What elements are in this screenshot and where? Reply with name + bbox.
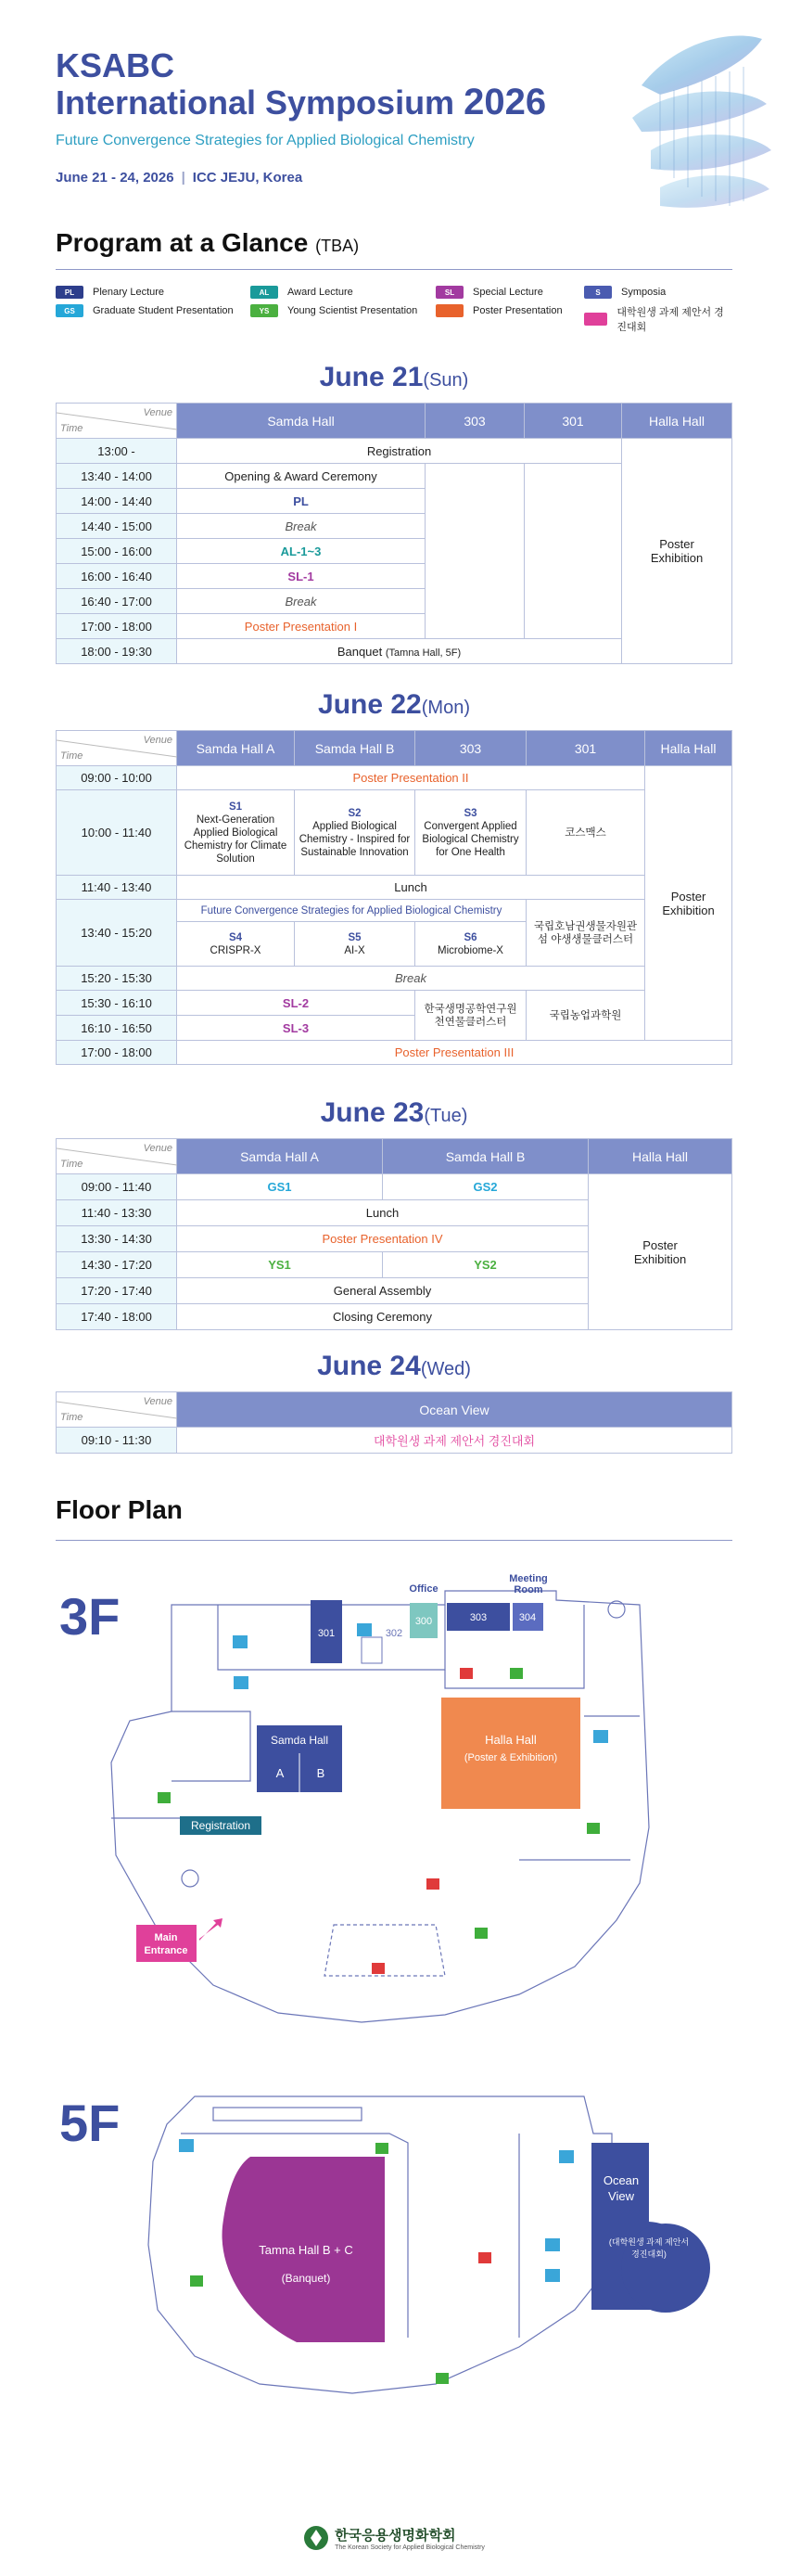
table-row: 16:10 - 16:50 SL-3 bbox=[57, 1016, 732, 1041]
legend-item-ys: YS Young Scientist Presentation bbox=[250, 304, 417, 317]
no-smoking-icon bbox=[478, 2252, 491, 2263]
table-row: 17:00 - 18:00 Poster Presentation I bbox=[57, 614, 732, 639]
title-ksabc: KSABC bbox=[56, 46, 175, 84]
event-venue: ICC JEJU, Korea bbox=[192, 170, 303, 186]
svg-text:View: View bbox=[608, 2189, 634, 2203]
label-main-entrance bbox=[136, 1925, 197, 1962]
col-header: Samda Hall A bbox=[177, 731, 295, 766]
svg-text:(Poster & Exhibition): (Poster & Exhibition) bbox=[464, 1752, 558, 1763]
table-row: 09:00 - 10:00 Poster Presentation II Poster Exhibition bbox=[57, 766, 732, 790]
subtitle: Future Convergence Strategies for Applied Biological Chemistry bbox=[56, 133, 475, 148]
label-office: Office bbox=[409, 1583, 438, 1595]
table-row: 13:30 - 14:30 Poster Presentation IV bbox=[57, 1226, 732, 1252]
legend-badge: AL bbox=[250, 286, 278, 299]
col-header: 303 bbox=[415, 731, 527, 766]
floor-label-5f: 5F bbox=[59, 2094, 121, 2152]
col-header: Ocean View bbox=[177, 1392, 732, 1428]
day-title-june23: June 23(Tue) bbox=[320, 1097, 468, 1128]
table-row: 13:40 - 15:20 Future Convergence Strategies for Applied Biological Chemistry 국립호남권생물자원관 섬 야생생물클러스터 bbox=[57, 900, 732, 922]
program-title: Program at a Glance (TBA) bbox=[56, 228, 360, 257]
legend-item-contest: 대학원생 과제 제안서 경진대회 bbox=[584, 304, 732, 334]
society-logo-icon bbox=[303, 2525, 329, 2551]
room-302 bbox=[362, 1637, 382, 1663]
col-header: 303 bbox=[426, 404, 525, 439]
table-row: 09:00 - 11:40 GS1 GS2 Poster Exhibition bbox=[57, 1174, 732, 1200]
corner-cell: Venue Time bbox=[57, 404, 177, 439]
day-title-june24: June 24(Wed) bbox=[317, 1351, 471, 1381]
table-row: 16:00 - 16:40 SL-1 bbox=[57, 564, 732, 589]
col-header: 301 bbox=[525, 404, 622, 439]
svg-text:303: 303 bbox=[469, 1612, 488, 1623]
table-row: 15:00 - 16:00 AL-1~3 bbox=[57, 539, 732, 564]
table-row: 14:00 - 14:40 PL bbox=[57, 489, 732, 514]
table-row: 17:40 - 18:00 Closing Ceremony bbox=[57, 1304, 732, 1330]
svg-text:Ocean: Ocean bbox=[603, 2173, 640, 2187]
floor-label-3f: 3F bbox=[59, 1587, 121, 1646]
poster-exhibition: Poster Exhibition bbox=[645, 766, 732, 1041]
svg-text:A: A bbox=[275, 1766, 285, 1780]
svg-text:304: 304 bbox=[518, 1612, 537, 1623]
svg-text:B: B bbox=[316, 1766, 325, 1780]
corner-cell: Venue Time bbox=[57, 1392, 177, 1428]
svg-text:301: 301 bbox=[317, 1628, 336, 1639]
table-row: 10:00 - 11:40 S1 Next-Generation Applied Biological Chemistry for Climate Solution S2 Applied Biological Chemistry - Inspired for Sustainable Innovation S3 Convergent Applied Biological Chemistry for One Health 코스맥스 bbox=[57, 790, 732, 876]
svg-text:Room: Room bbox=[514, 1584, 543, 1596]
title-symposium: International Symposium 2026 bbox=[56, 82, 547, 122]
entrance-arrow-icon bbox=[199, 1918, 222, 1941]
table-row: 11:40 - 13:40 Lunch bbox=[57, 876, 732, 900]
day-title-june21: June 21(Sun) bbox=[319, 362, 469, 392]
col-header: Halla Hall bbox=[622, 404, 732, 439]
legend-badge: YS bbox=[250, 304, 278, 317]
legend-item-poster: Poster Presentation bbox=[436, 304, 563, 317]
legend-item-s: S Symposia bbox=[584, 286, 666, 299]
legend-item-pl: PL Plenary Lecture bbox=[56, 286, 164, 299]
col-header: 301 bbox=[527, 731, 645, 766]
poster-exhibition: Poster Exhibition bbox=[589, 1174, 732, 1330]
table-row: 11:40 - 13:30 Lunch bbox=[57, 1200, 732, 1226]
label-meeting-room: Meeting bbox=[509, 1573, 548, 1584]
col-header: Halla Hall bbox=[589, 1139, 732, 1174]
floorplan-title: Floor Plan bbox=[56, 1495, 183, 1524]
event-date: June 21 - 24, 2026 | ICC JEJU, Korea bbox=[56, 170, 303, 186]
legend-badge: PL bbox=[56, 286, 83, 299]
legend-badge: S bbox=[584, 286, 612, 299]
poster-exhibition: Poster Exhibition bbox=[622, 439, 732, 664]
svg-text:Samda Hall: Samda Hall bbox=[270, 1734, 329, 1747]
legend-badge: GS bbox=[56, 304, 83, 317]
table-row: 09:10 - 11:30 대학원생 과제 제안서 경진대회 bbox=[57, 1428, 732, 1454]
table-row: 17:00 - 18:00 Poster Presentation III bbox=[57, 1041, 732, 1065]
svg-text:Entrance: Entrance bbox=[144, 1945, 188, 1956]
col-header: Samda Hall B bbox=[383, 1139, 589, 1174]
corner-cell: Venue Time bbox=[57, 731, 177, 766]
table-row: 13:40 - 14:00 Opening & Award Ceremony bbox=[57, 464, 732, 489]
svg-text:300: 300 bbox=[414, 1616, 433, 1627]
svg-text:Halla Hall: Halla Hall bbox=[485, 1733, 537, 1747]
table-row: 14:40 - 15:00 Break bbox=[57, 514, 732, 539]
table-row: 18:00 - 19:30 Banquet (Tamna Hall, 5F) bbox=[57, 639, 732, 664]
corner-cell: Venue Time bbox=[57, 1139, 177, 1174]
table-row: 16:40 - 17:00 Break bbox=[57, 589, 732, 614]
table-row: 15:20 - 15:30 Break bbox=[57, 967, 732, 991]
svg-text:Main: Main bbox=[154, 1932, 178, 1943]
legend-item-al: AL Award Lecture bbox=[250, 286, 353, 299]
footer-logo: 한국응용생명화학회 The Korean Society for Applied Biological Chemistry bbox=[0, 2525, 788, 2556]
col-header: Samda Hall A bbox=[177, 1139, 383, 1174]
table-row: 17:20 - 17:40 General Assembly bbox=[57, 1278, 732, 1304]
table-row: 15:30 - 16:10 SL-2 한국생명공학연구원 천연물클러스터 국립농업과학원 bbox=[57, 991, 732, 1016]
col-header: Halla Hall bbox=[645, 731, 732, 766]
svg-text:경진대회): 경진대회) bbox=[631, 2249, 667, 2259]
svg-text:302: 302 bbox=[385, 1628, 403, 1639]
col-header: Samda Hall B bbox=[295, 731, 415, 766]
table-row: S4 CRISPR-X S5 AI-X S6 Microbiome-X bbox=[57, 922, 732, 967]
title-year: 2026 bbox=[464, 82, 547, 122]
table-row: 13:00 - Registration Poster Exhibition bbox=[57, 439, 732, 464]
day-title-june22: June 22(Mon) bbox=[318, 689, 470, 720]
svg-text:Tamna Hall B + C: Tamna Hall B + C bbox=[259, 2243, 353, 2257]
legend-item-sl: SL Special Lecture bbox=[436, 286, 543, 299]
svg-text:Registration: Registration bbox=[190, 1819, 251, 1832]
svg-text:(대학원생 과제 제안서: (대학원생 과제 제안서 bbox=[608, 2237, 690, 2247]
legend-item-gs: GS Graduate Student Presentation bbox=[56, 304, 234, 317]
table-row: 14:30 - 17:20 YS1 YS2 bbox=[57, 1252, 732, 1278]
svg-text:(Banquet): (Banquet) bbox=[281, 2272, 331, 2285]
col-header: Samda Hall bbox=[177, 404, 426, 439]
legend-badge: SL bbox=[436, 286, 464, 299]
